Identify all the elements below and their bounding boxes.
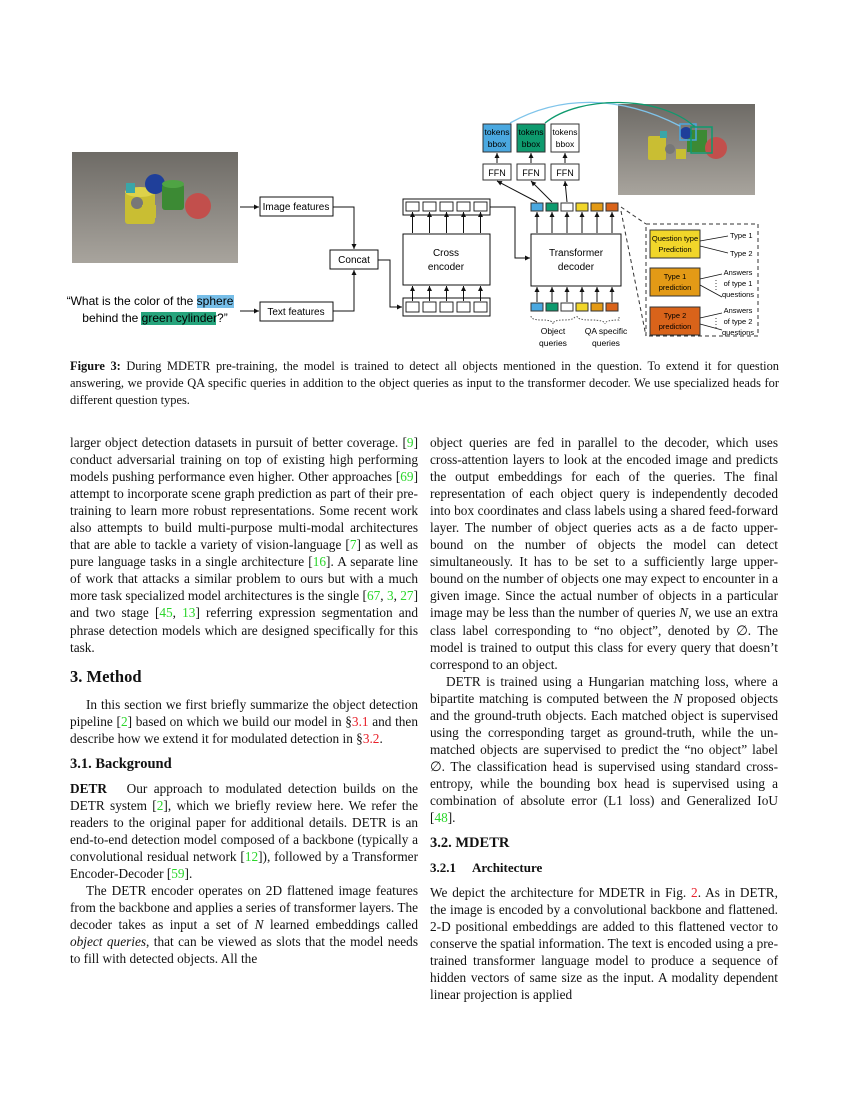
text-run: N [254,917,264,933]
text-run: Our approach to modulated detection builds on the DETR system [ [70,780,418,813]
tokens-label: tokens [518,127,544,137]
query-token [606,303,618,311]
answers2-label: Answers [723,306,753,315]
text-run: ] attempt to incorporate scene graph prediction as part of their pre-training to learn more robust representations. Some recent work also attempts to build multi-purpose multi-modal architectures that are able to tackle a variety of vision-language [ [70,469,418,553]
text-run: larger object detection datasets in pursuit of better coverage. [70,435,403,450]
paragraph [430,673,778,826]
text-run: ]. [184,865,193,881]
cross-encoder-label: encoder [427,262,465,273]
object-queries-label: Object [540,326,566,336]
image-features-label: Image features [262,202,330,213]
text-run: ] referring expression segmentation and phrase detection models which are designed specifically for this task. [70,605,418,655]
bbox-label: bbox [555,139,575,149]
paragraph [70,434,418,656]
cross-reference-link[interactable]: 3.2 [362,730,380,746]
text-run: object queries [70,934,147,950]
type2-label: Type 2 [730,249,753,258]
text-run: DETR [70,780,107,796]
citation-link[interactable]: 9 [406,435,414,450]
cross-reference-link[interactable]: 2 [691,885,698,901]
answers1-label: questions [721,290,755,299]
answers1-label: Answers [723,268,753,277]
bbox-label: bbox [521,139,541,149]
text-run: ] based on which we build our model in § [127,713,352,729]
text-run: The DETR encoder operates on 2D flattened image features from the backbone and applies a series of transformer layers. The decoder takes as input a set of [70,883,418,933]
text-run: In this section we first briefly summarize the object detection pipeline [ [70,696,418,729]
caption-text: During MDETR pre-training, the model is trained to detect all objects mentioned in the question. To extend it for question answering, we provide QA specific queries in addition to the object queries as input to the transformer decoder. We use specialized heads for different question types. [70,359,779,407]
text-run: , that can be viewed as slots that the model needs to fill with detected objects. All the [70,934,418,967]
paragraph [70,882,418,967]
section-heading [430,834,778,852]
question-line-2: behind the green cylinder?” [82,311,228,325]
answers1-label: of type 1 [723,279,753,288]
decoder-output-token [561,203,573,211]
paragraph [430,884,778,1003]
text-run: learned embeddings called [263,917,418,933]
encoder-output-token [423,202,436,211]
clevr-scene-image [72,152,238,263]
encoder-input-token [440,302,453,312]
decoder-output-token [531,203,543,211]
qa-queries-label: queries [592,338,620,348]
text-run: ] as well as pure language tasks in a single architecture [ [70,537,418,570]
left-column [70,434,418,967]
transformer-decoder-label: decoder [557,262,595,273]
text-run: ]. A separate line of work that attacks a similar problem to ours but with a much more task specialized model architectures is the single [ [70,554,418,604]
citation-link[interactable]: 2 [120,713,128,729]
decoder-output-token [546,203,558,211]
text-features-label: Text features [267,307,325,318]
text-run: , [380,588,387,604]
type2-pred-label: prediction [658,322,692,331]
tokens-label: tokens [484,127,510,137]
text-run: proposed objects and the ground-truth objects. Each matched object is supervised using the corresponding target as ground-truth, while the un-matched objects are supervised to predict the “no object” label ∅. The classification head is supervised using standard cross-entropy, while the bounding box head is supervised using a combination of absolute error (L1 loss) and Generalized IoU [ [430,690,778,826]
query-token [576,303,588,311]
text-run: , [393,588,401,604]
citation-link[interactable]: 69 [400,469,414,485]
heading-text: 3.1. Background [70,755,172,772]
citation-link[interactable]: 7 [349,537,357,553]
question-line-1: “What is the color of the sphere [66,294,234,308]
heading-number: 3.2.1 [430,860,456,876]
type1-pred-label: Type 1 [663,272,687,281]
text-run: . [379,730,383,746]
paragraph [70,780,418,882]
encoder-input-token [423,302,436,312]
text-run: object queries are fed in parallel to the decoder, which uses cross-attention layers to look at the encoded image and predicts the output embeddings for each of the queries. The final representation of each object query is independently decoded into box coordinates and class labels using a shared feed-forward layer. The number of object queries acts as a de facto upper-bound on the number of objects the model can detect simultaneously. It has to be set to a sufficiently large upper-bound on the number of objects one may expect to encounter in a given image. Since the actual number of objects in a particular image may be less than the number of queries [430,435,778,621]
citation-link[interactable]: 27 [400,588,414,604]
question-type-label: Question type [651,234,699,243]
encoder-input-token [457,302,470,312]
citation-link[interactable]: 12 [244,848,259,864]
ffn-label: FFN [556,168,574,178]
text-run: ] and two stage [ [70,588,418,621]
citation-link[interactable]: 59 [171,865,185,881]
query-token [561,303,573,311]
question-type-label: Prediction [658,245,692,254]
encoder-output-token [457,202,470,211]
encoder-input-token [406,302,419,312]
citation-link[interactable]: 2 [156,797,164,813]
bbox-label: bbox [487,139,507,149]
citation-link[interactable]: 16 [312,554,327,570]
type1-label: Type 1 [730,231,753,240]
cross-encoder-label: Cross [432,248,460,259]
figure-caption [70,358,779,409]
section-heading [430,859,778,876]
encoder-output-token [440,202,453,211]
text-run: N [679,605,689,621]
query-token [591,303,603,311]
text-run: . As in DETR, the image is encoded by a convolutional backbone and flattened. 2-D positional embeddings are added to this flattened vector to conserve the spatial information. The text is encoded using a pre-trained transformer language model to produce a sequence of hidden vectors of same size as the input. A modality dependent linear projection is applied [430,885,778,1003]
encoder-output-token [406,202,419,211]
citation-link[interactable]: 48 [434,810,448,826]
text-run: ] conduct adversarial training on top of existing high performing models pushing performance even higher. Other approaches [ [70,435,418,485]
concat-label: Concat [338,255,370,266]
heading-text: 3. Method [70,666,142,686]
text-run: ]. [447,810,456,826]
section-heading [70,755,418,773]
query-token [531,303,543,311]
ffn-label: FFN [488,168,506,178]
text-run: DETR is trained using a Hungarian matching loss, where a bipartite matching is computed between the [430,673,778,706]
object-queries-label: queries [539,338,567,348]
decoder-output-token [576,203,588,211]
caption-label: Figure 3: [70,359,121,373]
heading-text: Architecture [472,860,543,876]
text-run: ]), followed by a Transformer Encoder-Decoder [ [70,848,418,881]
cross-reference-link[interactable]: 3.1 [351,713,369,729]
tokens-label: tokens [552,127,578,137]
encoder-input-token [474,302,487,312]
text-run: , [172,605,183,621]
detected-scene-image [618,104,755,195]
section-heading [70,667,418,687]
paragraph [430,434,778,673]
type1-pred-label: prediction [658,283,692,292]
type2-pred-label: Type 2 [663,311,687,320]
decoder-output-token [606,203,618,211]
citation-link[interactable]: 3 [386,588,394,604]
qa-queries-label: QA specific [584,326,628,336]
answers2-label: of type 2 [723,317,753,326]
text-run: and then describe how we extend it for modulated detection in § [70,713,418,746]
figure-3-diagram [0,0,850,350]
paragraph [70,696,418,747]
citation-link[interactable]: 45 [159,605,173,621]
heading-text: 3.2. MDETR [430,835,510,852]
transformer-decoder-label: Transformer [548,248,604,259]
right-column [430,434,778,1003]
citation-link[interactable]: 67 [366,588,381,604]
query-token [546,303,558,311]
citation-link[interactable]: 13 [182,605,196,621]
decoder-output-token [591,203,603,211]
text-run: , we use an extra class label corresponding to “no object”, denoted by ∅. The model is trained to output this class for every query that doesn’t correspond to an object. [430,605,778,672]
transformer-decoder-box [531,234,621,286]
answers2-label: questions [721,328,755,337]
encoder-output-token [474,202,487,211]
text-run: N [673,690,683,706]
cross-encoder-box [403,234,490,285]
text-run: [ [402,435,407,450]
text-run: We depict the architecture for MDETR in Fig. [430,885,692,901]
text-run: ], which we briefly review here. We refer the readers to the original paper for additional details. DETR is an end-to-end detection model composed of a backbone (typically a convolutional residual network [ [70,797,419,864]
ffn-label: FFN [522,168,540,178]
